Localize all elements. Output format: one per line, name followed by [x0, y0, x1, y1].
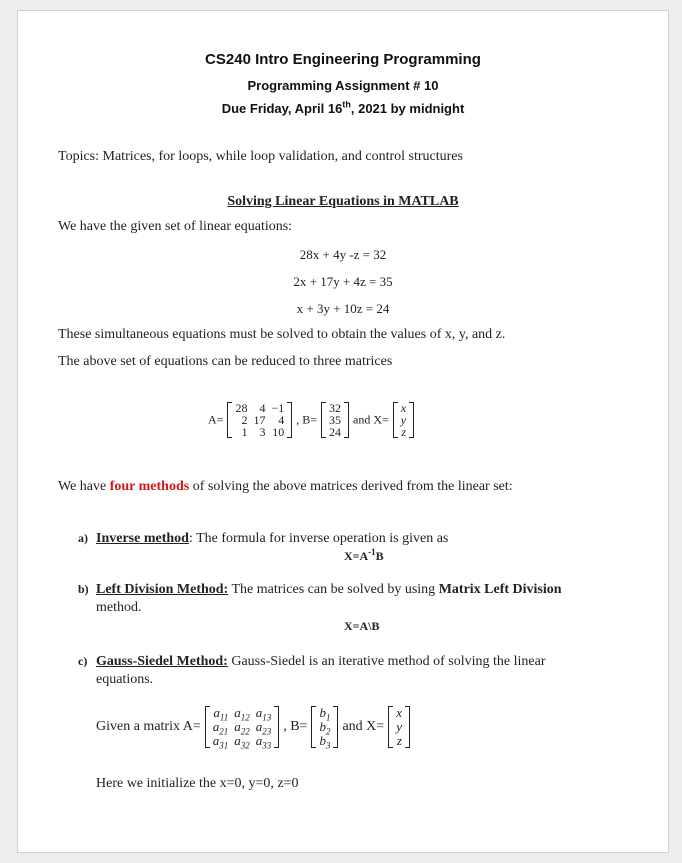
gauss-matrix-x-label: and X= — [342, 719, 385, 734]
equation-1: 28x + 4y -z = 32 — [299, 247, 387, 262]
due-date: Due Friday, April 16th, 2021 by midnight — [221, 99, 465, 116]
matrix-a: 28 4 −1 2 17 4 1 3 10 — [227, 402, 292, 438]
matrix-x: x y z — [393, 402, 414, 438]
method-b: b) Left Division Method: The matrices can be solved by using Matrix Left Division — [78, 582, 562, 597]
gauss-matrix-x: x y z — [388, 706, 410, 748]
method-b-formula: X=A\B — [344, 619, 380, 633]
document-page — [17, 10, 669, 853]
gauss-matrix-equation — [96, 705, 410, 751]
matrix-x-label: and X= — [353, 412, 389, 427]
intro-text: We have the given set of linear equations: — [58, 219, 293, 234]
gauss-matrix-b-label: , B= — [283, 719, 308, 734]
paragraph-1: These simultaneous equations must be solved to obtain the values of x, y, and z. — [58, 327, 506, 342]
method-c: c) Gauss-Siedel Method: Gauss-Siedel is an iterative method of solving the linear — [78, 654, 546, 669]
matrix-b-label: , B= — [296, 412, 317, 427]
equation-3: x + 3y + 10z = 24 — [296, 301, 390, 316]
paragraph-2: The above set of equations can be reduced to three matrices — [58, 354, 393, 369]
section-title: Solving Linear Equations in MATLAB — [227, 194, 459, 209]
equation-2: 2x + 17y + 4z = 35 — [293, 274, 393, 289]
method-b-line2: method. — [96, 600, 142, 615]
matrix-a-label: A= — [208, 412, 224, 427]
matrix-b: 32 35 24 — [321, 402, 349, 438]
initialize-text: Here we initialize the x=0, y=0, z=0 — [96, 776, 299, 791]
method-a-formula: $X=A^{-1}B$ — [344, 547, 384, 563]
assignment-title: Programming Assignment # 10 — [247, 78, 439, 93]
matrix-equation — [208, 402, 414, 438]
method-c-line2: equations. — [96, 672, 154, 687]
course-title: CS240 Intro Engineering Programming — [205, 51, 481, 68]
methods-intro: We have four methods of solving the above matrices derived from the linear set: — [58, 479, 513, 494]
gauss-matrix-a-label: Given a matrix A= — [96, 719, 201, 734]
gauss-matrix-b: $b_1$ $b_2$ $b_3$ — [311, 706, 338, 748]
method-a: a) Inverse method: The formula for inverse operation is given as — [78, 531, 449, 546]
topics-line: Topics: Matrices, for loops, while loop validation, and control structures — [58, 149, 463, 164]
gauss-matrix-a: $a_{11}$ $a_{12}$ $a_{13}$ $a_{21}$ $a_{22}$ $a_{23}$ $a_{31}$ $a_{32}$ $a_{33}$ — [205, 706, 280, 748]
